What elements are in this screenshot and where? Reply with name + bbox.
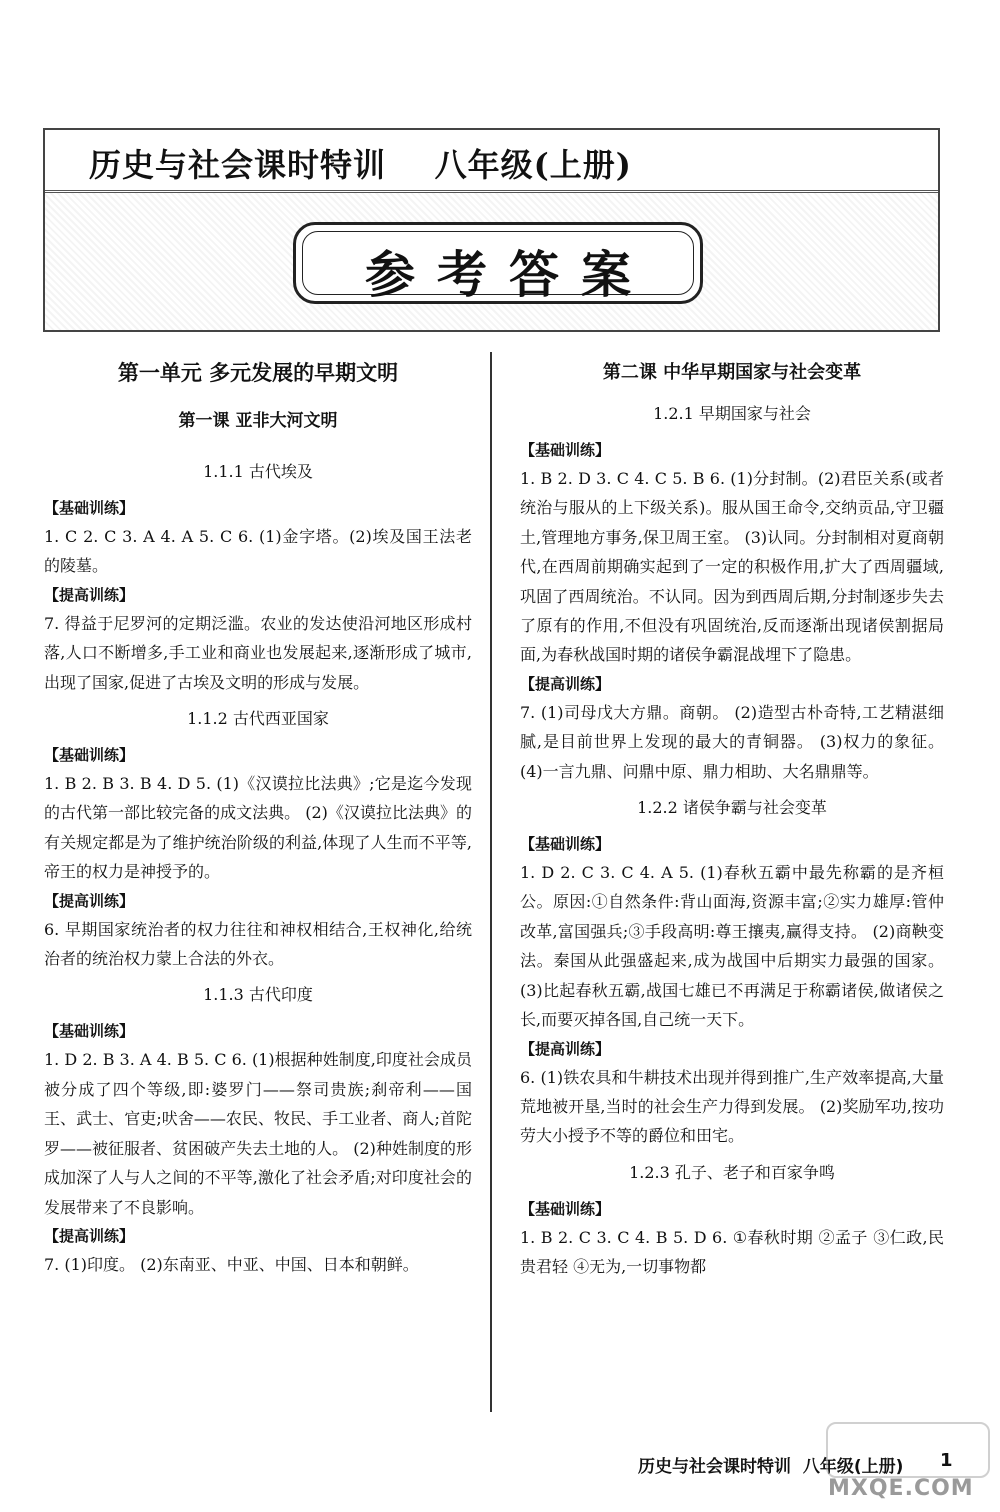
advanced-training-label: 【提高训练】 [44, 585, 135, 604]
page-number: 1 [940, 1450, 953, 1471]
basic-training-label: 【基础训练】 [44, 746, 135, 765]
lesson-title: 第一课 亚非大河文明 [178, 411, 338, 431]
lesson-title: 第二课 中华早期国家与社会变革 [602, 362, 862, 383]
answer-paragraph: 7. (1)印度。 (2)东南亚、中亚、中国、日本和朝鲜。 [44, 1254, 419, 1274]
answer-title-box [293, 222, 703, 304]
right-column [520, 352, 944, 1282]
basic-training-label: 【基础训练】 [520, 835, 611, 854]
answer-paragraph: 1. B 2. C 3. C 4. B 5. D 6. ①春秋时期 ②孟子 ③仁政,民贵君轻 ④无为,一切事物都 [520, 1227, 944, 1277]
advanced-training-label: 【提高训练】 [520, 674, 611, 693]
running-footer-title: 历史与社会课时特训 八年级(上册) [638, 1457, 904, 1477]
section-title: 1.1.1 古代埃及 [203, 462, 313, 481]
basic-training-label: 【基础训练】 [44, 499, 135, 517]
basic-training-label: 【基础训练】 [520, 1199, 611, 1218]
header-title-bar [45, 130, 938, 193]
watermark-url: MXQE.COM [828, 1476, 974, 1501]
advanced-training-label: 【提高训练】 [44, 891, 135, 910]
section-title: 1.1.3 古代印度 [203, 985, 313, 1005]
section-title: 1.2.1 早期国家与社会 [653, 404, 811, 423]
answer-paragraph: 6. (1)铁农具和牛耕技术出现并得到推广,生产效率提高,大量荒地被开垦,当时的社会生产力得到发展。 (2)奖励军功,按功劳大小授予不等的爵位和田宅。 [520, 1067, 944, 1146]
answer-paragraph: 7. 得益于尼罗河的定期泛滥。农业的发达使沿河地区形成村落,人口不断增多,手工业和商业也发展起来,逐渐形成了城市,出现了国家,促进了古埃及文明的形成与发展。 [44, 613, 472, 692]
advanced-training-label: 【提高训练】 [520, 1039, 611, 1058]
answer-paragraph: 1. B 2. B 3. B 4. D 5. (1)《汉谟拉比法典》;它是迄今发现的古代第一部比较完备的成文法典。 (2)《汉谟拉比法典》的有关规定都是为了维护统治阶级的利益,体现了人生而不平等,帝王的权力是神授予的。 [44, 774, 472, 882]
answer-paragraph: 1. D 2. B 3. A 4. B 5. C 6. (1)根据种姓制度,印度社会成员被分成了四个等级,即:婆罗门——祭司贵族;刹帝利——国王、武士、官吏;吠舍——农民、牧民、手工业者、商人;首陀罗——被征服者、贫困破产失去土地的人。 (2)种姓制度的形成加深了人与人之间的不平等,激化了社会矛盾;对印度社会的发展带来了不良影响。 [44, 1050, 472, 1217]
answer-paragraph: 7. (1)司母戊大方鼎。商朝。 (2)造型古朴奇特,工艺精湛细腻,是目前世界上发现的最大的青铜器。 (3)权力的象征。 (4)一言九鼎、问鼎中原、鼎力相助、大名鼎鼎等。 [520, 702, 944, 781]
left-column [44, 352, 472, 1279]
basic-training-label: 【基础训练】 [44, 1022, 135, 1041]
column-divider [490, 352, 492, 1412]
answer-paragraph: 6. 早期国家统治者的权力往往和神权相结合,王权神化,给统治者的统治权力蒙上合法的外衣。 [44, 919, 472, 969]
answer-title: 参考答案 [365, 246, 653, 304]
watermark [818, 1418, 996, 1508]
basic-training-label: 【基础训练】 [520, 441, 611, 459]
answer-paragraph: 1. C 2. C 3. A 4. A 5. C 6. (1)金字塔。(2)埃及国王法老的陵墓。 [44, 527, 472, 576]
answer-paragraph: 1. B 2. D 3. C 4. C 5. B 6. (1)分封制。(2)君臣关系(或者统治与服从的上下级关系)。服从国王命令,交纳贡品,守卫疆土,管理地方事务,保卫周王室。 (3)认同。分封制相对夏商朝代,在西周前期确实起到了一定的积极作用,扩大了西周疆域,巩固了西周统治。不认同。因为到西周后期,分封制逐步失去了原有的作用,不但没有巩固统治,反而逐渐出现诸侯割据局面,为春秋战国时期的诸侯争霸混战埋下了隐患。 [520, 469, 944, 665]
section-title: 1.2.2 诸侯争霸与社会变革 [637, 798, 827, 818]
watermark-logo-icon [826, 1422, 990, 1478]
advanced-training-label: 【提高训练】 [44, 1226, 135, 1245]
header-banner [43, 128, 940, 332]
section-title: 1.2.3 孔子、老子和百家争鸣 [629, 1162, 835, 1182]
book-title: 历史与社会课时特训 八年级(上册) [89, 146, 632, 184]
unit-title: 第一单元 多元发展的早期文明 [117, 361, 399, 385]
answer-paragraph: 1. D 2. C 3. C 4. A 5. (1)春秋五霸中最先称霸的是齐桓公。原因:①自然条件:背山面海,资源丰富;②实力雄厚:管仲改革,富国强兵;③手段高明:尊王攘夷,赢得支持。 (2)商鞅变法。秦国从此强盛起来,成为战国中后期实力最强的国家。(3)比起春秋五霸,战国七雄已不再满足于称霸诸侯,做诸侯之长,而要灭掉各国,自己统一天下。 [520, 863, 944, 1030]
section-title: 1.1.2 古代西亚国家 [187, 709, 329, 729]
